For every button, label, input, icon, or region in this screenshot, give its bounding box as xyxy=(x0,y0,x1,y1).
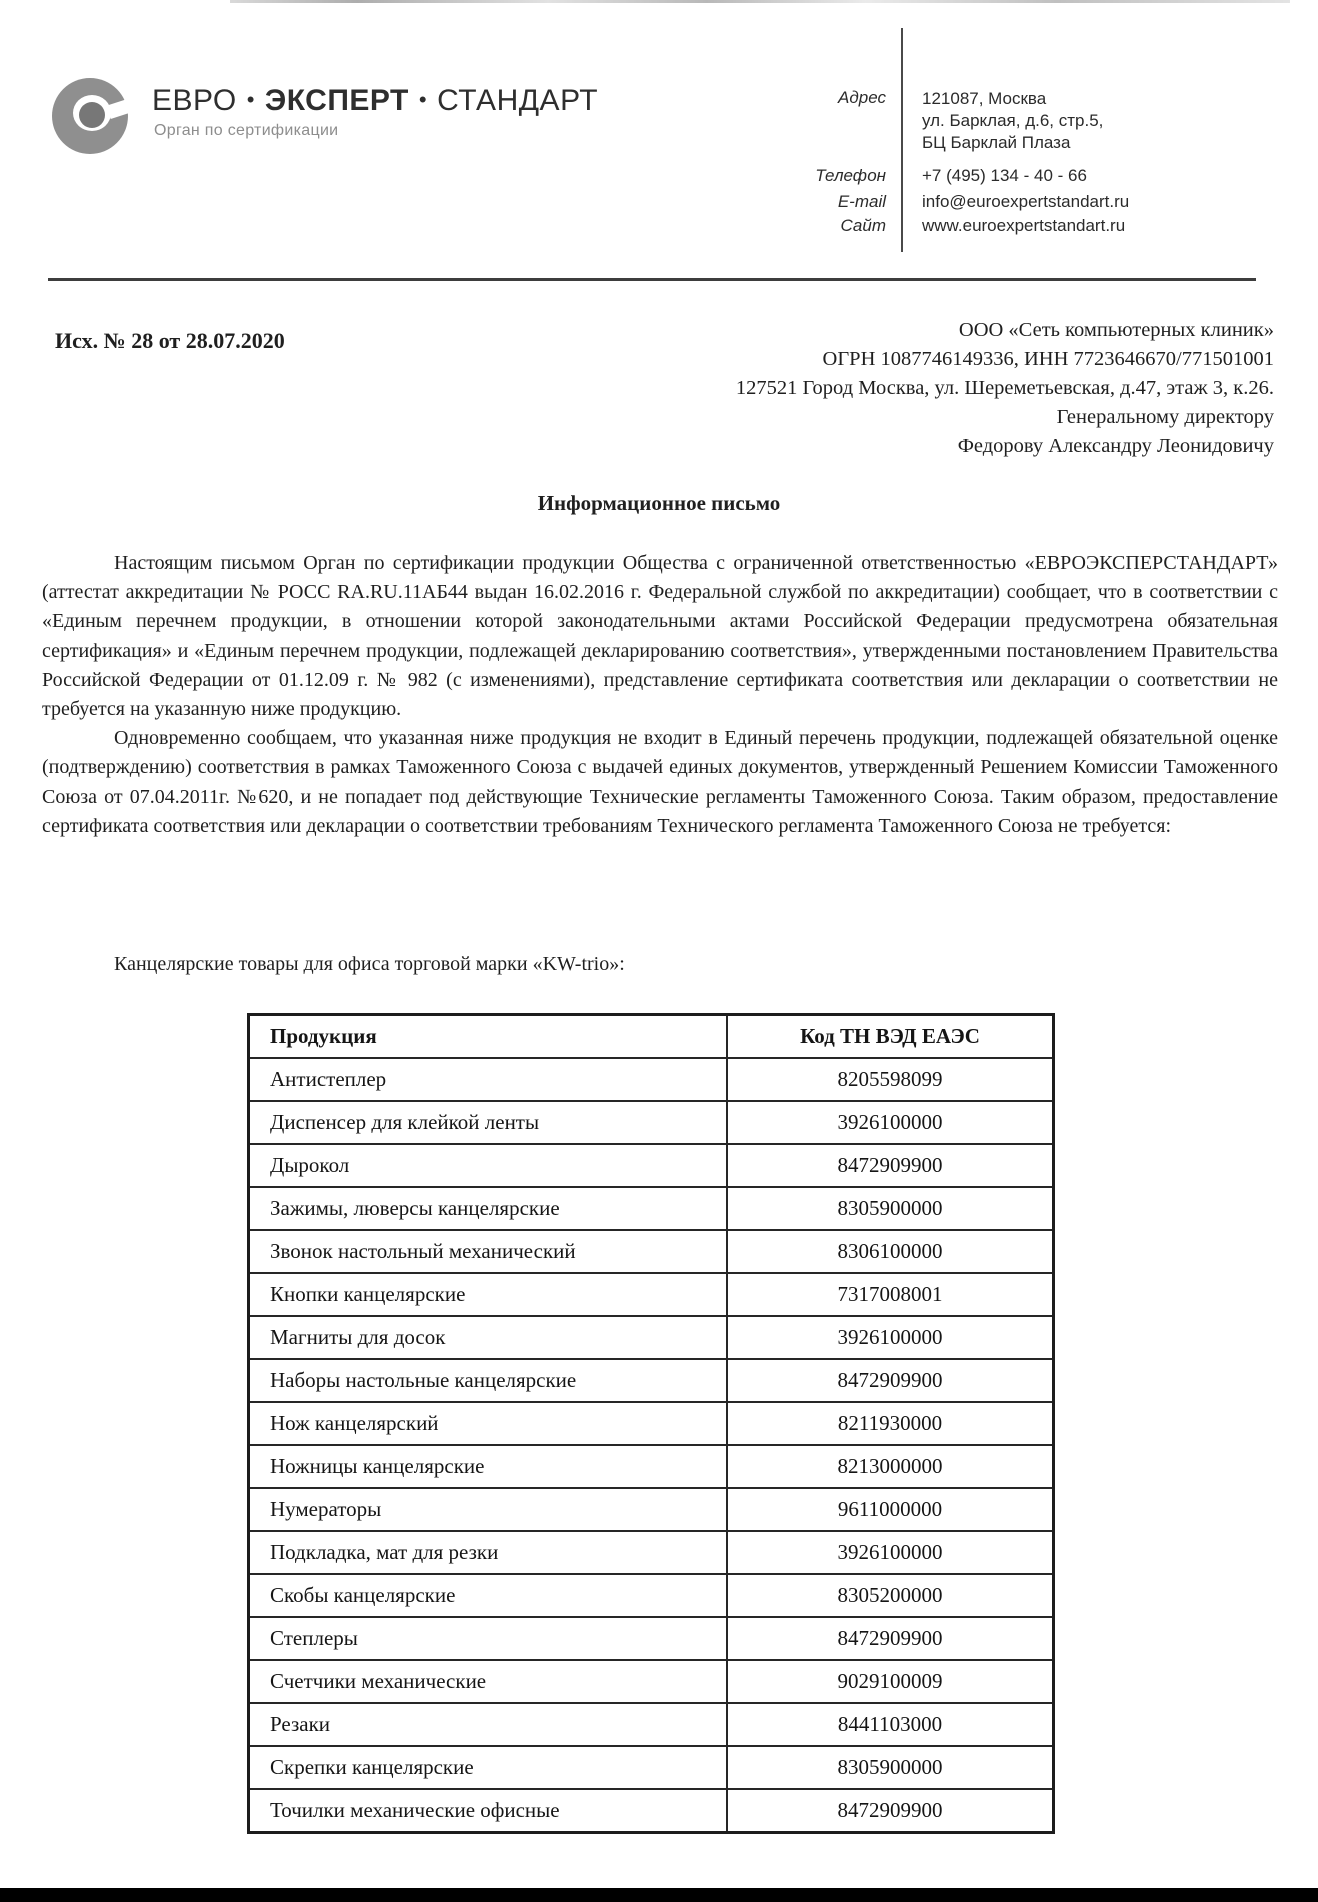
address-value-line: 121087, Москва xyxy=(922,89,1047,108)
products-table-body xyxy=(249,1058,1054,1833)
scan-artifact-top xyxy=(230,0,1290,3)
recipient-line: ОГРН 1087746149336, ИНН 7723646670/771501001 xyxy=(822,348,1274,370)
product-name-cell: Антистеплер xyxy=(249,1058,728,1101)
product-code-cell: 8472909900 xyxy=(727,1144,1054,1187)
product-name-cell: Диспенсер для клейкой ленты xyxy=(249,1101,728,1144)
product-name-cell: Ножницы канцелярские xyxy=(249,1445,728,1488)
recipient-line: Федорову Александру Леонидовичу xyxy=(957,435,1274,457)
product-code-cell: 9029100009 xyxy=(727,1660,1054,1703)
product-name-cell: Нож канцелярский xyxy=(249,1402,728,1445)
product-code-cell: 3926100000 xyxy=(727,1101,1054,1144)
product-code-cell: 9611000000 xyxy=(727,1488,1054,1531)
table-row xyxy=(249,1488,1054,1531)
product-name-cell: Резаки xyxy=(249,1703,728,1746)
product-name-cell: Дырокол xyxy=(249,1144,728,1187)
phone-label: Телефон xyxy=(815,166,886,185)
table-intro-line: Канцелярские товары для офиса торговой марки «KW-trio»: xyxy=(114,953,625,975)
table-row xyxy=(249,1230,1054,1273)
product-code-cell: 8472909900 xyxy=(727,1617,1054,1660)
table-row xyxy=(249,1101,1054,1144)
header-product: Продукция xyxy=(249,1015,728,1059)
recipient-line: Генеральному директору xyxy=(1056,406,1274,428)
letter-body xyxy=(42,549,1278,841)
brand-part-standart: СТАНДАРТ xyxy=(437,84,599,117)
product-code-cell: 8305900000 xyxy=(727,1187,1054,1230)
product-name-cell: Счетчики механические xyxy=(249,1660,728,1703)
table-header-row xyxy=(249,1015,1054,1059)
table-row xyxy=(249,1273,1054,1316)
product-code-cell: 7317008001 xyxy=(727,1273,1054,1316)
logo-dot-shape xyxy=(79,102,105,128)
table-row xyxy=(249,1617,1054,1660)
table-row xyxy=(249,1746,1054,1789)
product-code-cell: 3926100000 xyxy=(727,1316,1054,1359)
recipient-line: 127521 Город Москва, ул. Шереметьевская, д.47, этаж 3, к.26. xyxy=(735,377,1274,399)
address-value-line: БЦ Барклай Плаза xyxy=(922,133,1071,152)
site-value: www.euroexpertstandart.ru xyxy=(922,216,1126,235)
product-name-cell: Магниты для досок xyxy=(249,1316,728,1359)
product-name-cell: Звонок настольный механический xyxy=(249,1230,728,1273)
product-code-cell: 3926100000 xyxy=(727,1531,1054,1574)
table-row xyxy=(249,1144,1054,1187)
email-value: info@euroexpertstandart.ru xyxy=(922,192,1130,211)
recipient-line: ООО «Сеть компьютерных клиник» xyxy=(958,319,1274,341)
letter-title: Информационное письмо xyxy=(537,491,781,515)
product-code-cell: 8306100000 xyxy=(727,1230,1054,1273)
phone-value: +7 (495) 134 - 40 - 66 xyxy=(922,166,1087,185)
brand-separator-dot: • xyxy=(418,87,428,112)
products-table xyxy=(247,1013,1055,1834)
recipient-block xyxy=(736,316,1274,461)
table-row xyxy=(249,1703,1054,1746)
email-label: E-mail xyxy=(837,192,886,211)
product-name-cell: Кнопки канцелярские xyxy=(249,1273,728,1316)
table-row xyxy=(249,1402,1054,1445)
table-row xyxy=(249,1789,1054,1833)
contact-divider-line xyxy=(901,28,903,252)
scan-artifact-bottom-bar xyxy=(0,1888,1318,1902)
table-row xyxy=(249,1660,1054,1703)
product-name-cell: Точилки механические офисные xyxy=(249,1789,728,1833)
product-name-cell: Скрепки канцелярские xyxy=(249,1746,728,1789)
body-paragraph-2: Одновременно сообщаем, что указанная ниже продукция не входит в Единый перечень продукции, подлежащей обязательной оценке (подтверждению) соответствия в рамках Таможенного Союза с выдачей единых документов, утвержденный Решением Комиссии Таможенного Союза от 07.04.2011г. №620, и не попадает под действующие Технические регламенты Таможенного Союза. Таким образом, предоставление сертификата соответствия или декларации о соответствии требованиям Технического регламента Таможенного Союза не требуется: xyxy=(42,727,1278,837)
letterhead-divider-rule xyxy=(48,278,1256,281)
address-value-line: ул. Барклая, д.6, стр.5, xyxy=(922,111,1104,130)
table-row xyxy=(249,1058,1054,1101)
table-row xyxy=(249,1445,1054,1488)
table-row xyxy=(249,1574,1054,1617)
product-code-cell: 8472909900 xyxy=(727,1359,1054,1402)
table-row xyxy=(249,1187,1054,1230)
outgoing-reference: Исх. № 28 от 28.07.2020 xyxy=(55,328,285,353)
product-code-cell: 8472909900 xyxy=(727,1789,1054,1833)
company-tagline: Орган по сертификации xyxy=(154,122,339,139)
product-name-cell: Наборы настольные канцелярские xyxy=(249,1359,728,1402)
company-logo xyxy=(52,78,128,154)
brand-part-evro: ЕВРО xyxy=(152,84,237,117)
product-code-cell: 8213000000 xyxy=(727,1445,1054,1488)
table-row xyxy=(249,1531,1054,1574)
product-code-cell: 8205598099 xyxy=(727,1058,1054,1101)
product-name-cell: Нумераторы xyxy=(249,1488,728,1531)
products-table-head xyxy=(249,1015,1054,1059)
product-code-cell: 8305900000 xyxy=(727,1746,1054,1789)
product-name-cell: Скобы канцелярские xyxy=(249,1574,728,1617)
product-code-cell: 8211930000 xyxy=(727,1402,1054,1445)
table-row xyxy=(249,1316,1054,1359)
product-code-cell: 8305200000 xyxy=(727,1574,1054,1617)
table-row xyxy=(249,1359,1054,1402)
product-name-cell: Степлеры xyxy=(249,1617,728,1660)
address-label: Адрес xyxy=(838,88,886,107)
brand-part-expert: ЭКСПЕРТ xyxy=(264,84,409,117)
company-name xyxy=(152,84,598,118)
body-paragraph-1: Настоящим письмом Орган по сертификации продукции Общества с ограниченной ответственностью «ЕВРОЭКСПЕРСТАНДАРТ» (аттестат аккредитации № РОСС RA.RU.11АБ44 выдан 16.02.2016 г. Федеральной службой по аккредитации) сообщает, что в соответствии с «Единым перечнем продукции, в отношении которой законодательными актами Российской Федерации предусмотрена обязательная сертификация» и «Единым перечнем продукции, подлежащей декларированию соответствия», утвержденными постановлением Правительства Российской Федерации от 01.12.09 г. № 982 (с изменениями), представление сертификата соответствия или декларации о соответствии не требуется на указанную ниже продукцию. xyxy=(42,552,1278,721)
product-name-cell: Зажимы, люверсы канцелярские xyxy=(249,1187,728,1230)
header-code: Код ТН ВЭД ЕАЭС xyxy=(727,1015,1054,1059)
product-code-cell: 8441103000 xyxy=(727,1703,1054,1746)
site-label: Сайт xyxy=(840,216,886,235)
contact-address-values xyxy=(922,88,1103,154)
brand-separator-dot: • xyxy=(246,87,255,112)
product-name-cell: Подкладка, мат для резки xyxy=(249,1531,728,1574)
